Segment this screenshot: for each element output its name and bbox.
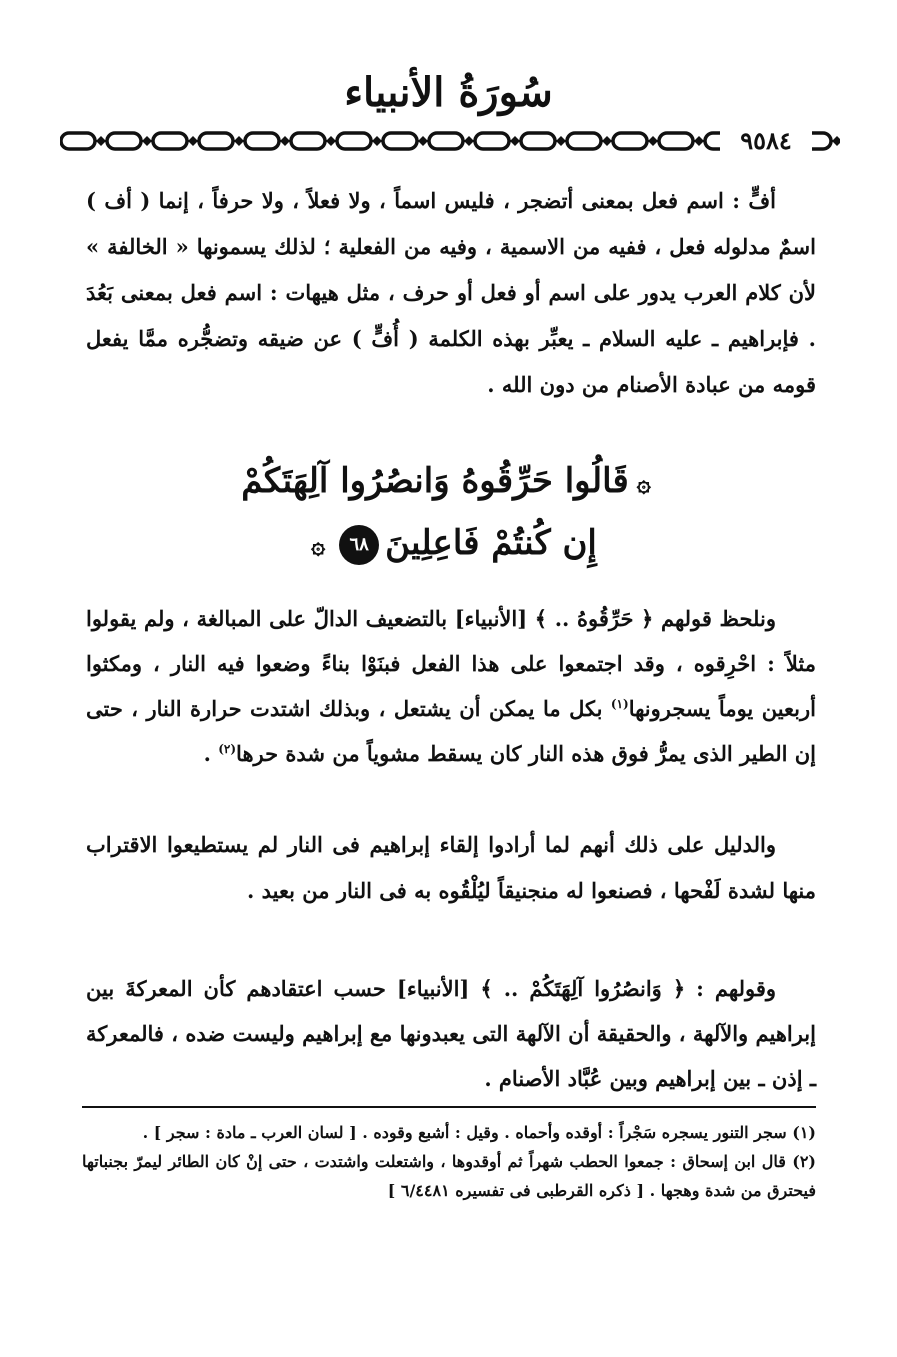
footnote-marker-2[interactable]: (٢): [218, 742, 237, 756]
footnote-marker-1[interactable]: (١): [610, 697, 629, 711]
paragraph-3-text: والدليل على ذلك أنهم لما أرادوا إلقاء إبراهيم فى النار لم يستطيعوا الاقتراب منها لشدة لَفْحها ، فصنعوا له منجنيقاً ليُلْقُوه به فى النار من بعيد .: [86, 832, 816, 903]
paragraph-4: [86, 966, 816, 1101]
paragraph-3: [86, 822, 816, 914]
paragraph-2: [86, 596, 816, 776]
ayah-line-2: [200, 512, 700, 574]
paragraph-2-text-b: بكل ما يمكن أن يشتعل ، وبذلك اشتدت حرارة النار ، حتى إن الطير الذى يمرُّ فوق هذه النار كان يسقط مشوياً من شدة حرها: [86, 696, 816, 766]
page-number: ٩٥٨٤: [720, 126, 812, 156]
paragraph-2-text-a: ونلحظ قولهم ﴿ حَرِّقُوهُ .. ﴾ [الأنبياء] بالتضعيف الدالّ على المبالغة ، ولم يقولوا مثلاً : احْرِقوه ، وقد اجتمعوا على هذا الفعل فبنَوْا بناءً وضعوا فيه النار ، ومكثوا أربعين يوماً يسجرونها: [86, 606, 816, 721]
footnotes: [82, 1118, 816, 1205]
footnote-1: (١) سجر التنور يسجره سَجْراً : أوقده وأحماه . وقيل : أشبع وقوده . [ لسان العرب ـ مادة : سجر ] .: [142, 1123, 816, 1142]
ornament-icon: ۞: [636, 468, 651, 497]
ayah-line-1: [200, 450, 700, 512]
ornament-icon: ۞: [311, 530, 326, 559]
ayah-line-2-text: إِن كُنتُمْ فَاعِلِينَ: [385, 523, 597, 563]
surah-title: سُورَةُ الأنبياء: [344, 69, 553, 116]
ayah-number-badge: ٦٨: [339, 525, 379, 565]
footnote-divider: [82, 1106, 816, 1108]
quran-ayah: [200, 450, 700, 580]
paragraph-1: [86, 178, 816, 408]
footnote-2: (٢) قال ابن إسحاق : جمعوا الحطب شهراً ثم أوقدوها ، واشتعلت واشتدت ، حتى إنْ كان الطائر ليمرّ بجنباتها فيحترق من شدة وهجها . [ ذكره القرطبى فى تفسيره ٦/٤٤٨١ ]: [82, 1152, 816, 1200]
paragraph-2-text-c: .: [203, 741, 219, 766]
paragraph-4-text: وقولهم : ﴿ وَانصُرُوا آلِهَتَكُمْ .. ﴾ [الأنبياء] حسب اعتقادهم كأن المعركةَ بين إبراهيم والآلهة ، والحقيقة أن الآلهة التى يعبدونها مع إبراهيم وليست ضده ، فالمعركة ـ إذن ـ بين إبراهيم وبين عُبَّاد الأصنام .: [86, 976, 816, 1091]
paragraph-1-text: أفٍّ : اسم فعل بمعنى أتضجر ، فليس اسماً ، ولا فعلاً ، ولا حرفاً ، إنما ( أف ) اسمٌ مدلوله فعل ، ففيه من الاسمية ، وفيه من الفعلية ؛ لذلك يسمونها « الخالفة » لأن كلام العرب يدور على اسم أو فعل أو حرف ، مثل هيهات : اسم فعل بمعنى بَعُدَ . فإبراهيم ـ عليه السلام ـ يعبِّر بهذه الكلمة ( أُفٍّ ) عن ضيقه وتضجُّره ممَّا يفعل قومه من عبادة الأصنام من دون الله .: [86, 188, 816, 397]
ayah-line-1-text: قَالُوا حَرِّقُوهُ وَانصُرُوا آلِهَتَكُمْ: [241, 461, 629, 501]
